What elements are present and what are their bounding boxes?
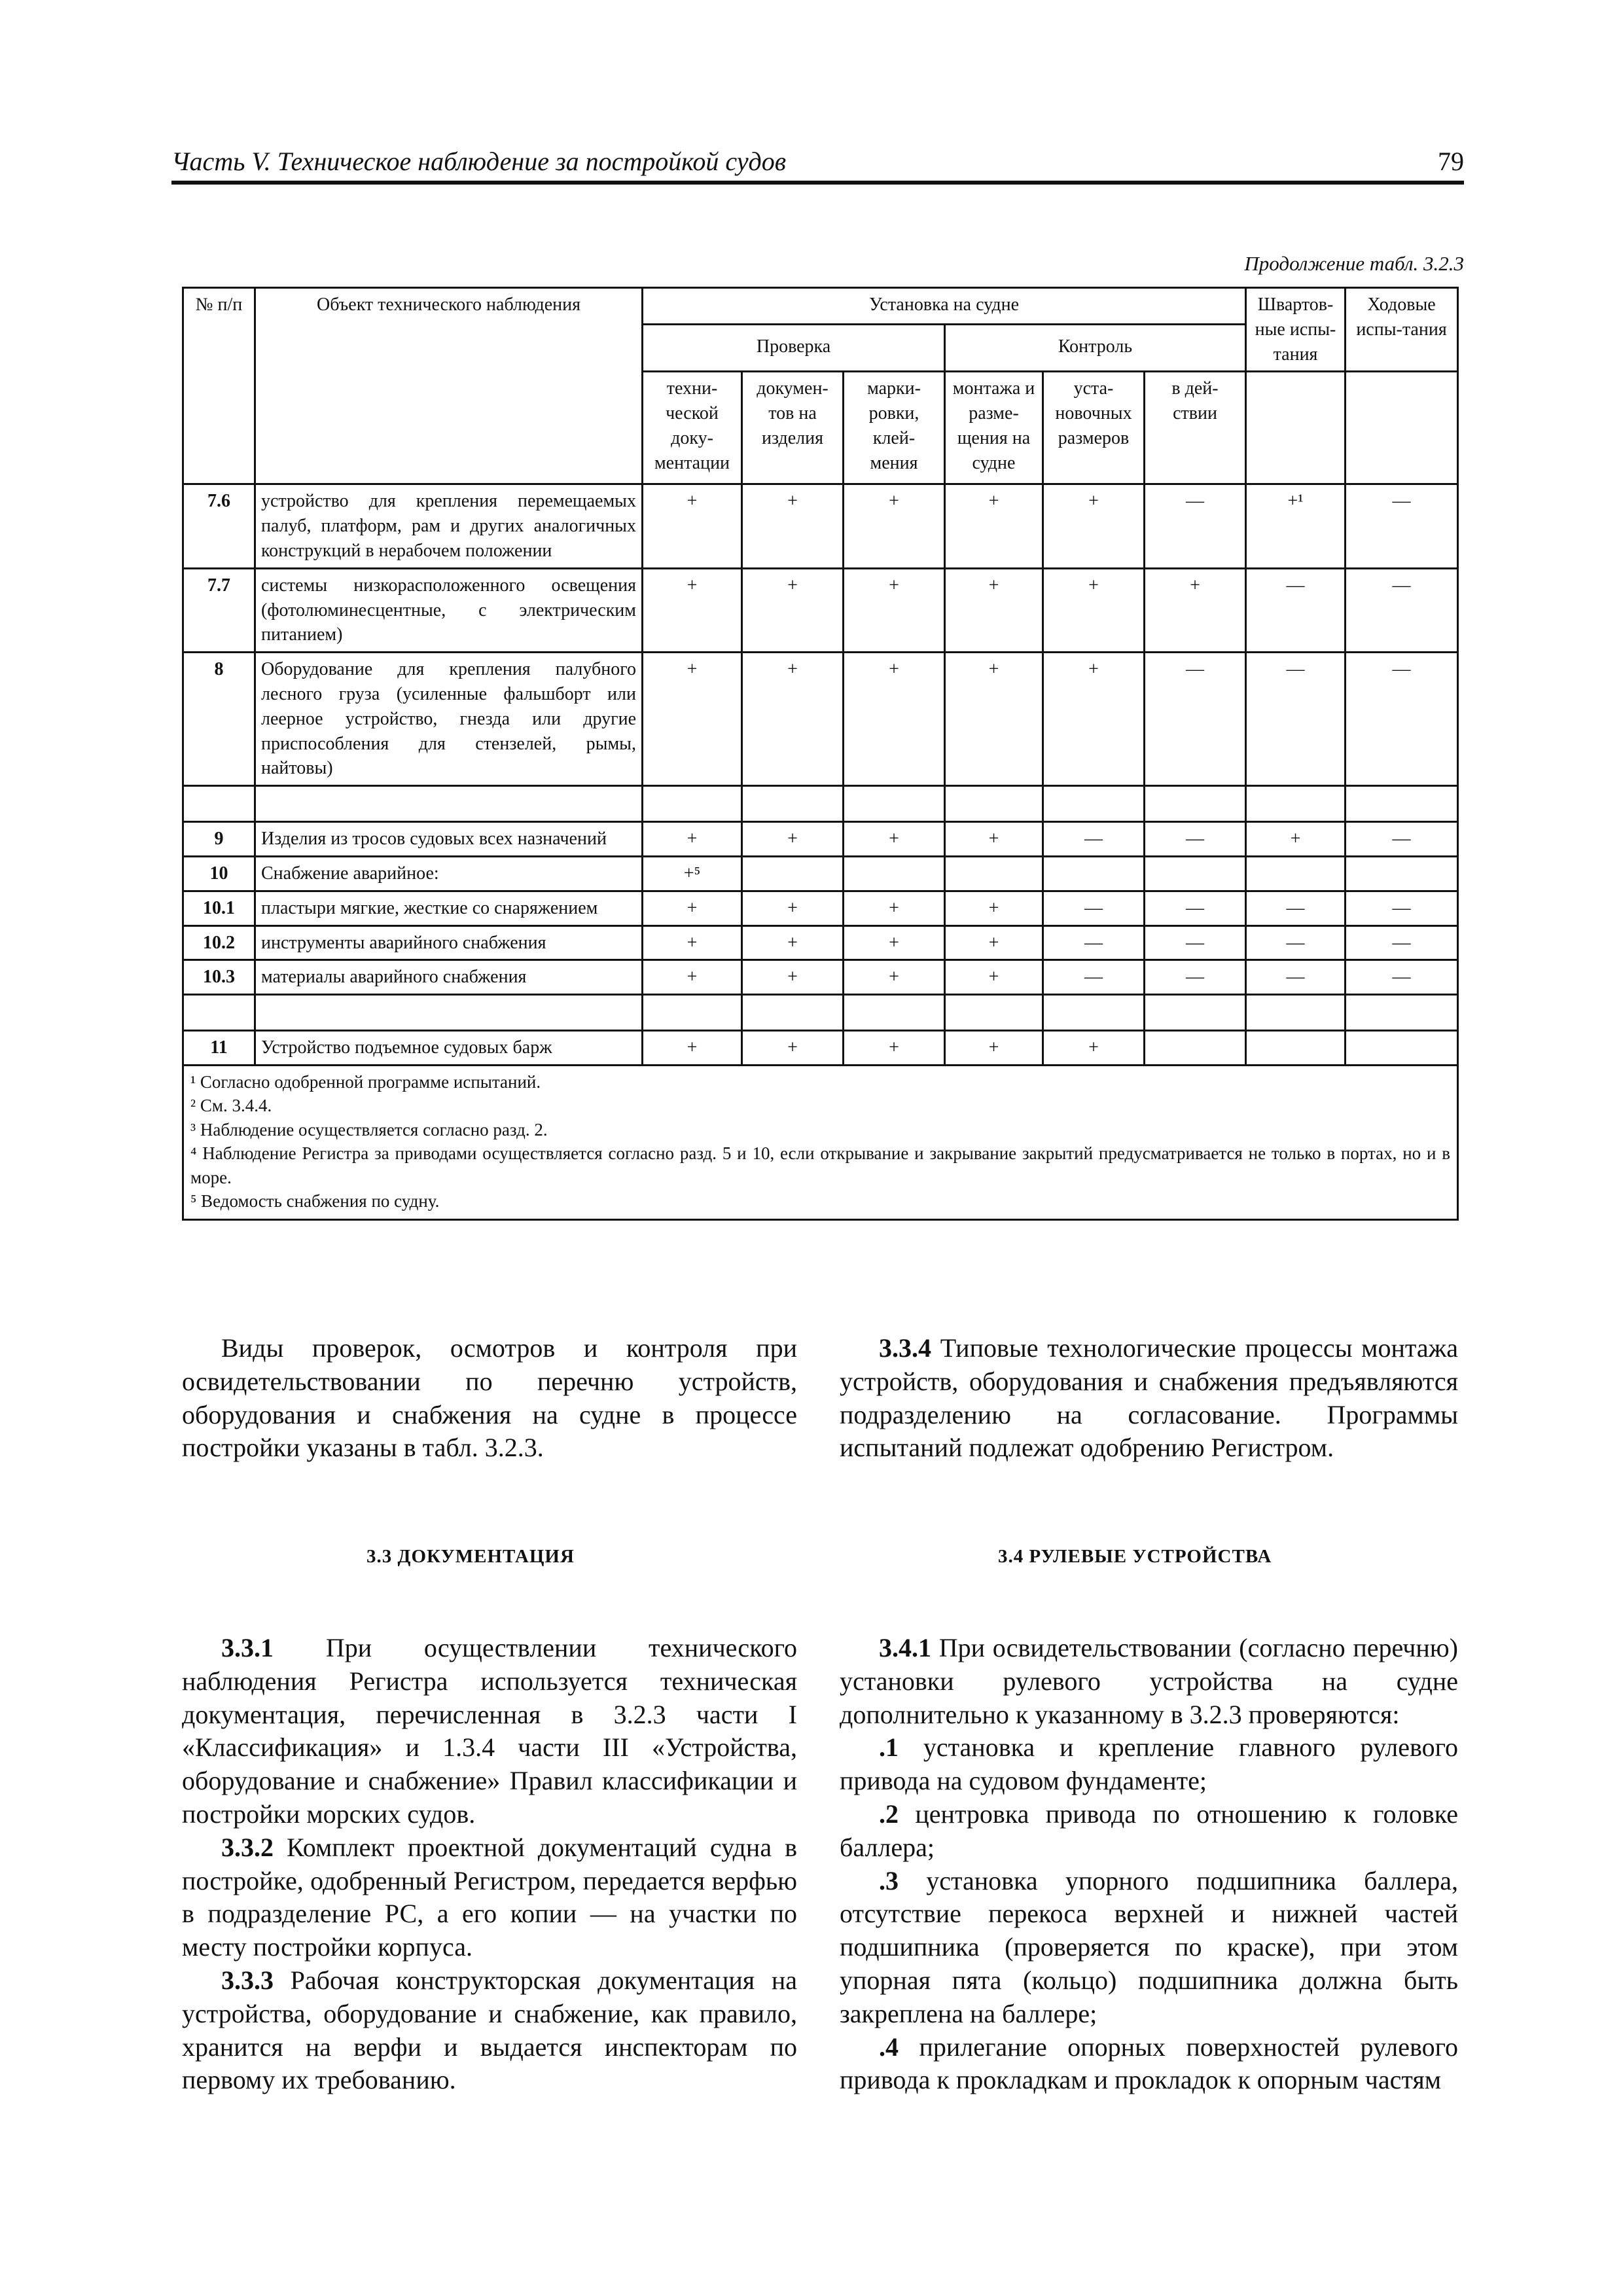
row-object: Изделия из тросов судовых всех назначений: [255, 822, 643, 857]
spacer-cell: [643, 995, 742, 1031]
row-mark: —: [1145, 653, 1246, 786]
row-mark: +: [945, 960, 1043, 995]
subcol-mounting: монтажа и разме-щения на судне: [945, 372, 1043, 484]
table-row: [183, 568, 1458, 652]
row-mark: +: [742, 822, 844, 857]
row-mark: [945, 856, 1043, 891]
spacer-cell: [255, 786, 643, 822]
row-mark: +: [1145, 568, 1246, 652]
row-mark: —: [1346, 653, 1458, 786]
spacer-cell: [255, 995, 643, 1031]
row-mark: +: [1043, 653, 1145, 786]
subcol-marking: марки-ровки, клей-мения: [844, 372, 945, 484]
list-item-4: .4 прилегание опорных поверхностей рулевого привода к прокладкам и прокладок к опорным частям: [840, 2032, 1458, 2095]
row-mark: +: [945, 484, 1043, 568]
table-continuation-label: Продолжение табл. 3.2.3: [1244, 252, 1464, 275]
row-mark: +: [844, 822, 945, 857]
section-title-steering-gear: 3.4 РУЛЕВЫЕ УСТРОЙСТВА: [998, 1546, 1272, 1567]
row-object: пластыри мягкие, жесткие со снаряжением: [255, 891, 643, 925]
clause-number: 3.3.3: [221, 1965, 274, 1995]
clause-number: 3.3.2: [221, 1832, 274, 1862]
table-row: [183, 822, 1458, 857]
table-row: [183, 653, 1458, 786]
clause-number: 3.3.1: [221, 1633, 274, 1662]
footnote: ⁴ Наблюдение Регистра за приводами осуществляется согласно разд. 5 и 10, если открывание и закрывание закрытий предусматривается не только в портах, но и в море.: [190, 1143, 1451, 1187]
spacer-cell: [183, 786, 255, 822]
row-mark: —: [1043, 891, 1145, 925]
clause-number: 3.4.1: [879, 1633, 931, 1662]
item-number: .4: [879, 2032, 899, 2062]
row-mark: +: [945, 568, 1043, 652]
item-number: .1: [879, 1732, 899, 1763]
row-mark: [1043, 856, 1145, 891]
list-item-1: .1 установка и крепление главного рулевого привода на судовом фундаменте;: [840, 1732, 1458, 1796]
row-mark: +: [1043, 1031, 1145, 1066]
row-mark: +: [643, 822, 742, 857]
spacer-cell: [945, 995, 1043, 1031]
spacer-cell: [1346, 786, 1458, 822]
spacer-cell: [945, 786, 1043, 822]
row-mark: +: [643, 568, 742, 652]
row-number: 11: [183, 1031, 255, 1066]
row-mark: —: [1145, 891, 1246, 925]
row-number: 9: [183, 822, 255, 857]
row-mark: —: [1246, 568, 1346, 652]
intro-paragraph: Виды проверок, осмотров и контроля при освидетельствовании по перечню устройств, оборудования и снабжения на судне в процессе постройки указаны в табл. 3.2.3.: [182, 1333, 797, 1463]
row-mark: [742, 856, 844, 891]
row-mark: —: [1246, 925, 1346, 960]
row-mark: +: [945, 822, 1043, 857]
row-mark: —: [1043, 822, 1145, 857]
right-column-top: [840, 1332, 1458, 1465]
row-mark: +: [643, 925, 742, 960]
spacer-cell: [1043, 786, 1145, 822]
row-mark: +: [643, 960, 742, 995]
row-mark: —: [1246, 960, 1346, 995]
row-number: 10.3: [183, 960, 255, 995]
row-mark: +: [1043, 484, 1145, 568]
row-mark: +: [844, 1031, 945, 1066]
row-number: 10.2: [183, 925, 255, 960]
paragraph-3-4-1: 3.4.1 При освидетельствовании (согласно перечню) установки рулевого устройства на судне дополнительно к указанному в 3.2.3 проверяются:: [840, 1633, 1458, 1729]
list-item-2: .2 центровка привода по отношению к головке баллера;: [840, 1799, 1458, 1862]
right-column-body: [840, 1632, 1458, 2097]
spacer-row: [183, 995, 1458, 1031]
row-mark: —: [1043, 925, 1145, 960]
paragraph-3-3-2: 3.3.2 Комплект проектной документаций судна в постройке, одобренный Регистром, передается верфью в подразделение РС, а его копии — на участки по месту постройки корпуса.: [182, 1832, 797, 1962]
row-mark: +: [742, 1031, 844, 1066]
row-mark: —: [1346, 568, 1458, 652]
spacer-cell: [742, 995, 844, 1031]
row-mark: [1346, 1031, 1458, 1066]
table-row: [183, 856, 1458, 891]
inspection-table: [182, 287, 1459, 1221]
row-mark: [1145, 1031, 1246, 1066]
col-installation-header: Установка на судне: [643, 288, 1246, 325]
list-item-3: .3 установка упорного подшипника баллера, отсутствие перекоса верхней и нижней частей подшипника (проверяется по краске), при этом упорная пята (кольцо) подшипника должна быть закреплена на баллере;: [840, 1865, 1458, 2028]
col-mooring-header: Швартов-ные испы-тания: [1246, 288, 1346, 372]
row-number: 10: [183, 856, 255, 891]
row-mark: [1246, 1031, 1346, 1066]
clause-number: 3.3.4: [879, 1333, 931, 1363]
subcol-in-action: в дей-ствии: [1145, 372, 1246, 484]
row-mark: +: [742, 653, 844, 786]
row-number: 8: [183, 653, 255, 786]
page-header: [171, 143, 1464, 185]
footnote: ³ Наблюдение осуществляется согласно разд. 2.: [190, 1119, 548, 1139]
row-mark: +: [844, 925, 945, 960]
row-mark: +: [945, 891, 1043, 925]
row-mark: —: [1346, 822, 1458, 857]
row-mark: +: [1043, 568, 1145, 652]
row-mark: —: [1246, 653, 1346, 786]
row-mark: +: [643, 891, 742, 925]
row-mark: [1246, 856, 1346, 891]
row-mark: [1145, 856, 1246, 891]
row-mark: +: [844, 960, 945, 995]
spacer-cell: [183, 995, 255, 1031]
row-number: 7.6: [183, 484, 255, 568]
row-mark: +: [844, 484, 945, 568]
spacer-row: [183, 786, 1458, 822]
spacer-cell: [1246, 995, 1346, 1031]
row-mark: +: [945, 1031, 1043, 1066]
subcol-dimensions: уста-новочных размеров: [1043, 372, 1145, 484]
row-object: устройство для крепления перемещаемых палуб, платформ, рам и других аналогичных конструкций в нерабочем положении: [255, 484, 643, 568]
col-control-header: Контроль: [945, 324, 1246, 372]
row-object: Снабжение аварийное:: [255, 856, 643, 891]
row-mark: +: [742, 925, 844, 960]
row-mark: +: [742, 484, 844, 568]
row-number: 10.1: [183, 891, 255, 925]
spacer-cell: [844, 995, 945, 1031]
subcol-product-docs: докумен-тов на изделия: [742, 372, 844, 484]
row-mark: —: [1246, 891, 1346, 925]
col-object-header: Объект технического наблюдения: [255, 288, 643, 484]
spacer-cell: [1145, 786, 1246, 822]
footnote: ¹ Согласно одобренной программе испытаний.: [190, 1071, 541, 1092]
page-number: 79: [1438, 147, 1464, 176]
row-object: Оборудование для крепления палубного лесного груза (усиленные фальшборт или леерное устройство, гнезда или другие приспособления для стензелей, рымы, найтовы): [255, 653, 643, 786]
row-mark: —: [1145, 484, 1246, 568]
item-number: .3: [879, 1865, 899, 1895]
paragraph-3-3-3: 3.3.3 Рабочая конструкторская документация на устройства, оборудование и снабжение, как правило, хранится на верфи и выдается инспекторам по первому их требованию.: [182, 1965, 797, 2095]
paragraph-3-3-4: 3.3.4 Типовые технологические процессы монтажа устройств, оборудования и снабжения предъявляются подразделению на согласование. Программы испытаний подлежат одобрению Регистром.: [840, 1333, 1458, 1463]
row-mark: +: [742, 568, 844, 652]
row-mark: +: [742, 960, 844, 995]
subcol-sea-blank: [1346, 372, 1458, 484]
table-row: [183, 891, 1458, 925]
row-mark: +: [844, 891, 945, 925]
table-row: [183, 484, 1458, 568]
table-row: [183, 925, 1458, 960]
row-mark: —: [1346, 960, 1458, 995]
col-check-header: Проверка: [643, 324, 945, 372]
row-object: Устройство подъемное судовых барж: [255, 1031, 643, 1066]
row-mark: —: [1043, 960, 1145, 995]
row-mark: [1346, 856, 1458, 891]
spacer-cell: [1346, 995, 1458, 1031]
row-mark: +: [844, 653, 945, 786]
row-mark: —: [1346, 484, 1458, 568]
left-column-top: [182, 1332, 797, 1465]
row-mark: +¹: [1246, 484, 1346, 568]
col-sea-header: Ходовые испы-тания: [1346, 288, 1458, 372]
row-object: инструменты аварийного снабжения: [255, 925, 643, 960]
header-title: Часть V. Техническое наблюдение за постройкой судов: [171, 147, 787, 176]
subcol-mooring-blank: [1246, 372, 1346, 484]
row-mark: +: [643, 484, 742, 568]
paragraph-3-3-1: 3.3.1 При осуществлении технического наблюдения Регистра используется техническая документация, перечисленная в 3.2.3 части I «Классификация» и 1.3.4 части III «Устройства, оборудование и снабжение» Правил классификации и постройки морских судов.: [182, 1633, 797, 1829]
row-object: материалы аварийного снабжения: [255, 960, 643, 995]
row-mark: —: [1346, 891, 1458, 925]
spacer-cell: [742, 786, 844, 822]
row-mark: —: [1145, 960, 1246, 995]
footnote: ⁵ Ведомость снабжения по судну.: [190, 1191, 440, 1211]
row-mark: —: [1145, 822, 1246, 857]
table-row: [183, 1031, 1458, 1066]
row-object: системы низкорасположенного освещения (фотолюминесцентные, с электрическим питанием): [255, 568, 643, 652]
row-mark: —: [1145, 925, 1246, 960]
subcol-tech-doc: техни-ческой доку-ментации: [643, 372, 742, 484]
row-mark: +: [1246, 822, 1346, 857]
row-mark: +: [945, 925, 1043, 960]
table-row: [183, 960, 1458, 995]
row-mark: +: [643, 1031, 742, 1066]
col-num-header: № п/п: [183, 288, 255, 484]
row-mark: +: [742, 891, 844, 925]
table-footnotes: [183, 1065, 1458, 1219]
row-mark: +⁵: [643, 856, 742, 891]
footnote: ² См. 3.4.4.: [190, 1096, 272, 1116]
item-number: .2: [879, 1799, 899, 1829]
spacer-cell: [643, 786, 742, 822]
section-title-documentation: 3.3 ДОКУМЕНТАЦИЯ: [366, 1546, 575, 1567]
row-mark: +: [945, 653, 1043, 786]
spacer-cell: [1043, 995, 1145, 1031]
left-column-body: [182, 1632, 797, 2097]
row-mark: +: [643, 653, 742, 786]
row-mark: +: [844, 568, 945, 652]
row-mark: —: [1346, 925, 1458, 960]
spacer-cell: [1246, 786, 1346, 822]
spacer-cell: [1145, 995, 1246, 1031]
row-number: 7.7: [183, 568, 255, 652]
row-mark: [844, 856, 945, 891]
spacer-cell: [844, 786, 945, 822]
